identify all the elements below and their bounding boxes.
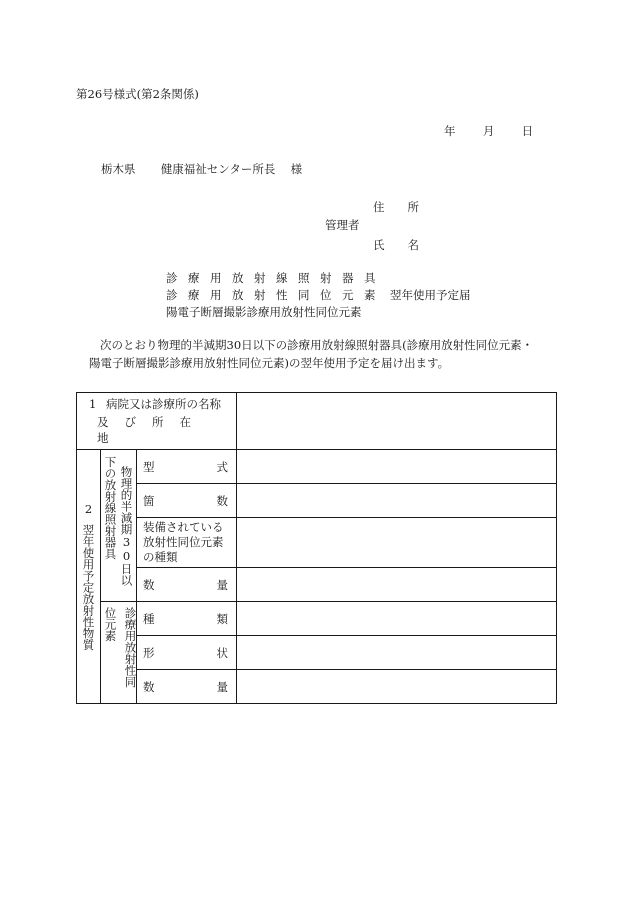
section2-label-cell [77,450,101,704]
device-value-quantity[interactable] [237,568,557,602]
device-field-isotope-kind: 装備されている放射性同位元素の種類 [137,518,237,568]
table-row-device-count [77,484,557,518]
isotope-value-form[interactable] [237,636,557,670]
isotope-field-form: 形 状 [137,636,237,670]
table-row-device-isotope-kind [77,518,557,568]
date-year: 年 [444,124,456,138]
device-title-col2: 下の放射線照射器具 [103,456,118,560]
form-number: 第26号様式(第2条関係) [76,87,199,101]
device-field-type: 型 式 [137,450,237,484]
table-row-isotope-quantity [77,670,557,704]
device-title-col1: 物理的半減期30日以 [119,466,134,586]
facility-value-cell[interactable] [237,393,557,450]
row1-label-line2: 及び所在地 [97,415,207,445]
manager-name-label: 氏 名 [373,238,419,252]
device-value-type[interactable] [237,450,557,484]
manager-address-label: 住 所 [373,200,419,214]
isotope-title-cell [101,602,137,704]
subject-line-2: 診療用放射性同位元素 翌年使用予定届 [166,288,471,302]
body-text-line-1: 次のとおり物理的半減期30日以下の診療用放射線照射器具(診療用放射性同位元素・ [100,338,534,352]
addressee-office: 健康福祉センター所長 [160,162,276,176]
section2-title: 翌年使用予定放射性物質 [81,524,96,651]
facility-label-cell [77,393,237,450]
manager-role-label: 管理者 [325,218,360,232]
device-title-cell [101,450,137,602]
table-row-isotope-kind [77,602,557,636]
section2-number: 2 [84,502,93,517]
isotope-value-quantity[interactable] [237,670,557,704]
device-value-count[interactable] [237,484,557,518]
date-line [444,123,533,139]
subject-line-1: 診療用放射線照射器具 [166,271,386,285]
subject-suffix: 翌年使用予定届 [390,288,471,302]
table-row-isotope-form [77,636,557,670]
addressee [101,161,302,177]
table-row-facility [77,393,557,450]
isotope-field-quantity: 数 量 [137,670,237,704]
table-row-device-type [77,450,557,484]
date-month: 月 [482,124,495,138]
isotope-title-col2: 位元素 [103,607,118,642]
notification-table [76,392,557,704]
date-day: 日 [521,124,534,138]
table-row-device-quantity [77,568,557,602]
isotope-title-col1: 診療用放射性同 [123,607,138,688]
device-field-quantity: 数 量 [137,568,237,602]
addressee-honorific: 様 [290,162,303,176]
isotope-field-kind: 種 類 [137,602,237,636]
body-text-line-2: 陽電子断層撮影診療用放射性同位元素)の翌年使用予定を届け出ます。 [89,356,450,370]
row1-label-line1: 病院又は診療所の名称 [105,397,221,411]
row1-number: 1 [89,397,97,411]
device-field-count: 箇 数 [137,484,237,518]
device-value-isotope-kind[interactable] [237,518,557,568]
subject-line-3: 陽電子断層撮影診療用放射性同位元素 [166,305,362,319]
addressee-prefecture: 栃木県 [101,162,136,176]
isotope-value-kind[interactable] [237,602,557,636]
